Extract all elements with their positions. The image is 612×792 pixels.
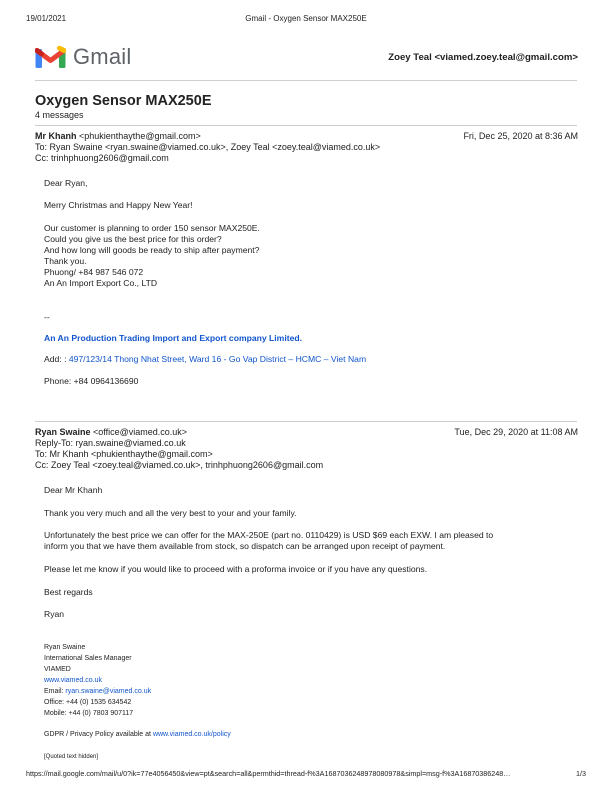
message2-paragraph: inform you that we have them available from stock, so dispatch can be arranged upon receipt of payment. <box>44 541 446 551</box>
email-label: Email: <box>44 688 66 695</box>
message2-paragraph: Thank you very much and all the very best to your and your family. <box>44 508 297 518</box>
message1-sender-name: Mr Khanh <box>35 131 77 141</box>
message1-line: And how long will goods be ready to ship after payment? <box>44 245 260 255</box>
signature-separator: -- <box>44 312 50 322</box>
gdpr-label: GDPR / Privacy Policy available at <box>44 731 153 738</box>
print-url: https://mail.google.com/mail/u/0?ik=77e4056450&view=pt&search=all&permthid=thread-f%3A1687036248978080978&simpl=msg-f%3A16870386248… <box>26 769 511 778</box>
header-divider <box>35 80 577 81</box>
message1-line: Thank you. <box>44 256 87 266</box>
signature-role: International Sales Manager <box>44 655 132 662</box>
message1-to: To: Ryan Swaine <ryan.swaine@viamed.co.uk>, Zoey Teal <zoey.teal@viamed.co.uk> <box>35 142 381 152</box>
quoted-text-toggle[interactable]: [Quoted text hidden] <box>44 754 99 760</box>
gmail-logo-icon <box>35 45 66 69</box>
account-label: Zoey Teal <viamed.zoey.teal@gmail.com> <box>388 52 578 63</box>
message-divider <box>35 421 577 422</box>
message2-paragraph: Unfortunately the best price we can offer for the MAX-250E (part no. 0110429) is USD $69 each EXW. I am pleased to <box>44 530 494 540</box>
message1-sender-email: <phukienthaythe@gmail.com> <box>79 131 201 141</box>
address-link[interactable]: 497/123/14 Thong Nhat Street, Ward 16 - Go Vap District – HCMC – Viet Nam <box>68 354 367 364</box>
message2-closing: Best regards <box>44 587 93 597</box>
message2-sender-name: Ryan Swaine <box>35 427 91 437</box>
signature-office: Office: +44 (0) 1535 634542 <box>44 699 132 706</box>
message1-line: Phuong/ +84 987 546 072 <box>44 267 144 277</box>
email-link[interactable]: ryan.swaine@viamed.co.uk <box>65 688 152 695</box>
message-count: 4 messages <box>35 110 84 120</box>
company-name: An An Production Trading Import and Export company Limited. <box>44 333 302 343</box>
message2-name: Ryan <box>44 609 65 619</box>
message2-cc: Cc: Zoey Teal <zoey.teal@viamed.co.uk>, trinhphuong2606@gmail.com <box>35 460 324 470</box>
message2-greeting: Dear Mr Khanh <box>44 485 103 495</box>
message1-wishes: Merry Christmas and Happy New Year! <box>44 200 193 210</box>
message2-date: Tue, Dec 29, 2020 at 11:08 AM <box>454 427 578 437</box>
website-link[interactable]: www.viamed.co.uk <box>44 677 102 684</box>
message-divider <box>35 125 577 126</box>
message2-reply-to: Reply-To: ryan.swaine@viamed.co.uk <box>35 438 186 448</box>
page-number: 1/3 <box>576 769 586 778</box>
message2-paragraph: Please let me know if you would like to proceed with a proforma invoice or if you have any questions. <box>44 564 428 574</box>
gmail-logo[interactable] <box>35 44 131 70</box>
message1-line: Could you give us the best price for this order? <box>44 234 222 244</box>
message1-greeting: Dear Ryan, <box>44 178 88 188</box>
policy-link[interactable]: www.viamed.co.uk/policy <box>152 731 231 738</box>
message1-line: Our customer is planning to order 150 sensor MAX250E. <box>44 223 260 233</box>
message2-from <box>35 427 187 437</box>
signature-mobile: Mobile: +44 (0) 7803 907117 <box>44 710 134 717</box>
message1-cc: Cc: trinhphuong2606@gmail.com <box>35 153 169 163</box>
company-address <box>44 354 366 364</box>
signature-email <box>44 688 151 695</box>
message2-sender-email: <office@viamed.co.uk> <box>93 427 188 437</box>
address-label: Add: : <box>44 354 69 364</box>
message1-date: Fri, Dec 25, 2020 at 8:36 AM <box>463 131 578 141</box>
signature-name: Ryan Swaine <box>44 644 86 651</box>
thread-subject: Oxygen Sensor MAX250E <box>35 93 212 109</box>
message1-line: An An Import Export Co., LTD <box>44 278 158 288</box>
company-phone: Phone: +84 0964136690 <box>44 376 139 386</box>
signature-website <box>44 677 102 684</box>
signature-company: VIAMED <box>44 666 71 673</box>
print-title: Gmail - Oxygen Sensor MAX250E <box>245 14 367 23</box>
gmail-brand-text: Gmail <box>73 44 132 69</box>
print-date: 19/01/2021 <box>26 14 67 23</box>
message2-to: To: Mr Khanh <phukienthaythe@gmail.com> <box>35 449 213 459</box>
message1-from <box>35 131 201 141</box>
gdpr-notice <box>44 731 231 738</box>
